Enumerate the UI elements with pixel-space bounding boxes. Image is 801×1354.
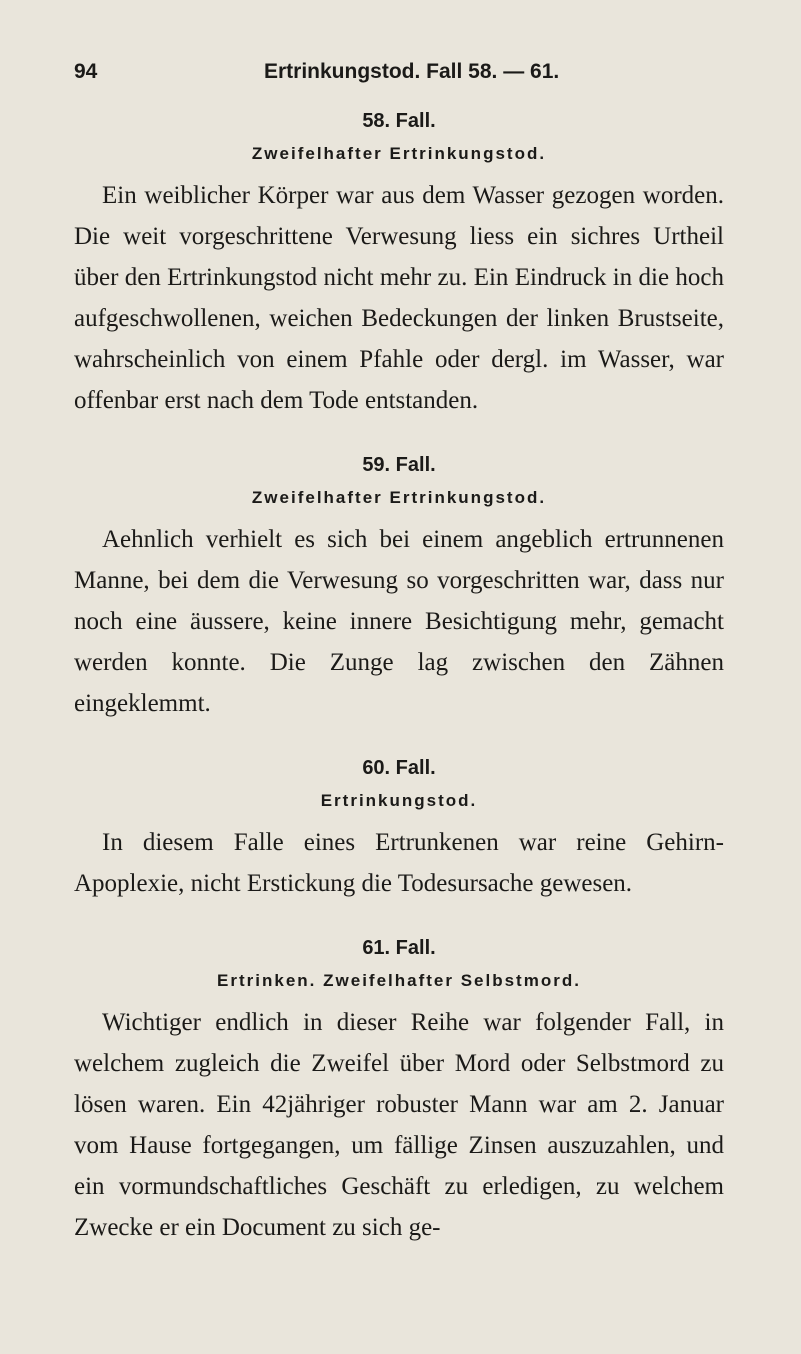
case-paragraph: Wichtiger endlich in dieser Reihe war folgender Fall, in welchem zugleich die Zweifel über Mord oder Selbstmord zu lösen waren. Ein 42jähriger robuster Mann war am 2. Januar vom Hause fortgegangen, um fällige Zinsen auszuzahlen, und ein vormundschaftliches Geschäft zu erledigen, zu welchem Zwecke er ein Document zu sich ge- xyxy=(74,1009,724,1241)
case-61 xyxy=(74,932,724,1248)
case-60 xyxy=(74,752,724,904)
page-number: 94 xyxy=(74,60,98,83)
case-paragraph: In diesem Falle eines Ertrunkenen war reine Gehirn-Apoplexie, nicht Erstickung die Todesursache gewesen. xyxy=(74,829,724,897)
case-subtitle: Ertrinkungstod. xyxy=(320,791,478,810)
page-content xyxy=(74,105,724,1276)
case-heading: 60. Fall. xyxy=(362,757,436,779)
case-paragraph: Ein weiblicher Körper war aus dem Wasser gezogen worden. Die weit vorgeschrittene Verwesung liess ein sichres Urtheil über den Ertrinkungstod nicht mehr zu. Ein Eindruck in die hoch aufgeschwollenen, weichen Bedeckungen der linken Brustseite, wahrscheinlich von einem Pfahle oder dergl. im Wasser, war offenbar erst nach dem Tode entstanden. xyxy=(74,182,724,414)
case-heading: 59. Fall. xyxy=(362,454,436,476)
running-title: Ertrinkungstod. Fall 58. — 61. xyxy=(264,60,560,83)
case-subtitle: Ertrinken. Zweifelhafter Selbstmord. xyxy=(217,971,581,990)
case-58 xyxy=(74,105,724,421)
case-subtitle: Zweifelhafter Ertrinkungstod. xyxy=(251,144,547,163)
case-paragraph: Aehnlich verhielt es sich bei einem angeblich ertrunnenen Manne, bei dem die Verwesung so vorgeschritten war, dass nur noch eine äussere, keine innere Besichtigung mehr, gemacht werden konnte. Die Zunge lag zwischen den Zähnen eingeklemmt. xyxy=(74,526,724,717)
case-heading: 58. Fall. xyxy=(362,110,436,132)
case-59 xyxy=(74,449,724,724)
case-subtitle: Zweifelhafter Ertrinkungstod. xyxy=(251,488,547,507)
case-heading: 61. Fall. xyxy=(362,937,436,959)
running-head xyxy=(74,60,724,90)
